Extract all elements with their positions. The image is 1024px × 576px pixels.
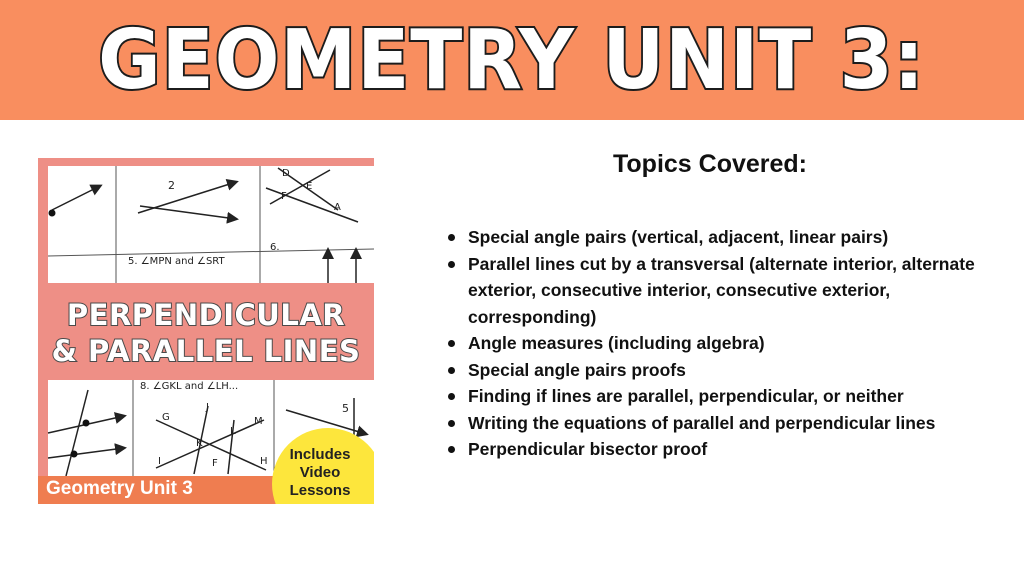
bullet-icon	[448, 367, 455, 374]
product-cover[interactable]	[38, 158, 374, 504]
topic-item	[448, 224, 1008, 251]
cover-title-line2: & PARALLEL LINES	[51, 334, 361, 368]
svg-text:G: G	[162, 412, 170, 423]
svg-text:F: F	[281, 191, 287, 202]
svg-text:K: K	[196, 438, 203, 449]
topic-text: Perpendicular bisector proof	[468, 439, 708, 459]
topic-item	[448, 330, 1008, 357]
bullet-icon	[448, 261, 455, 268]
badge-line-1: Includes	[289, 446, 351, 463]
worksheet-item-8: 8. ∠GKL and ∠LH...	[140, 381, 239, 392]
svg-text:L: L	[230, 426, 236, 437]
topic-text: Writing the equations of parallel and perpendicular lines	[468, 412, 936, 433]
bullet-icon	[448, 446, 455, 453]
topics-list	[448, 224, 1008, 463]
svg-text:E: E	[306, 181, 313, 192]
topic-text: Finding if lines are parallel, perpendicular, or neither	[468, 386, 904, 406]
topics-heading: Topics Covered:	[612, 150, 808, 178]
cover-title-line1: PERPENDICULAR	[66, 298, 346, 332]
svg-text:J: J	[206, 402, 209, 413]
badge-line-2: Video	[299, 464, 341, 481]
bullet-icon	[448, 420, 455, 427]
topic-item	[448, 410, 1008, 437]
topic-item	[448, 383, 1008, 410]
worksheet-item-5: 5. ∠MPN and ∠SRT	[128, 256, 225, 267]
bullet-icon	[448, 340, 455, 347]
worksheet-number-5: 5	[342, 402, 349, 415]
svg-text:A: A	[334, 202, 341, 213]
worksheet-item-6: 6.	[270, 242, 280, 253]
topic-text: Special angle pairs (vertical, adjacent, linear pairs)	[468, 227, 889, 247]
topic-item	[448, 436, 1008, 463]
svg-text:I: I	[158, 456, 161, 467]
topic-text: Parallel lines cut by a transversal (alternate interior, alternate exterior, consecutive interior, consecutive exterior, corresponding)	[468, 253, 975, 327]
svg-text:D: D	[282, 168, 290, 179]
topic-item	[448, 251, 1008, 331]
video-badge-text	[278, 446, 362, 500]
banner-title: GEOMETRY UNIT 3:	[98, 12, 926, 108]
svg-text:M: M	[254, 416, 263, 427]
title-banner	[0, 0, 1024, 120]
topic-text: Angle measures (including algebra)	[468, 333, 765, 353]
bullet-icon	[448, 234, 455, 241]
topic-text: Special angle pairs proofs	[468, 359, 686, 380]
cover-footer-text: Geometry Unit 3	[46, 478, 193, 499]
badge-line-3: Lessons	[289, 482, 351, 499]
topic-item	[448, 357, 1008, 384]
svg-text:F: F	[212, 458, 218, 469]
bullet-icon	[448, 393, 455, 400]
svg-text:H: H	[260, 456, 268, 467]
worksheet-number-2: 2	[168, 179, 175, 192]
